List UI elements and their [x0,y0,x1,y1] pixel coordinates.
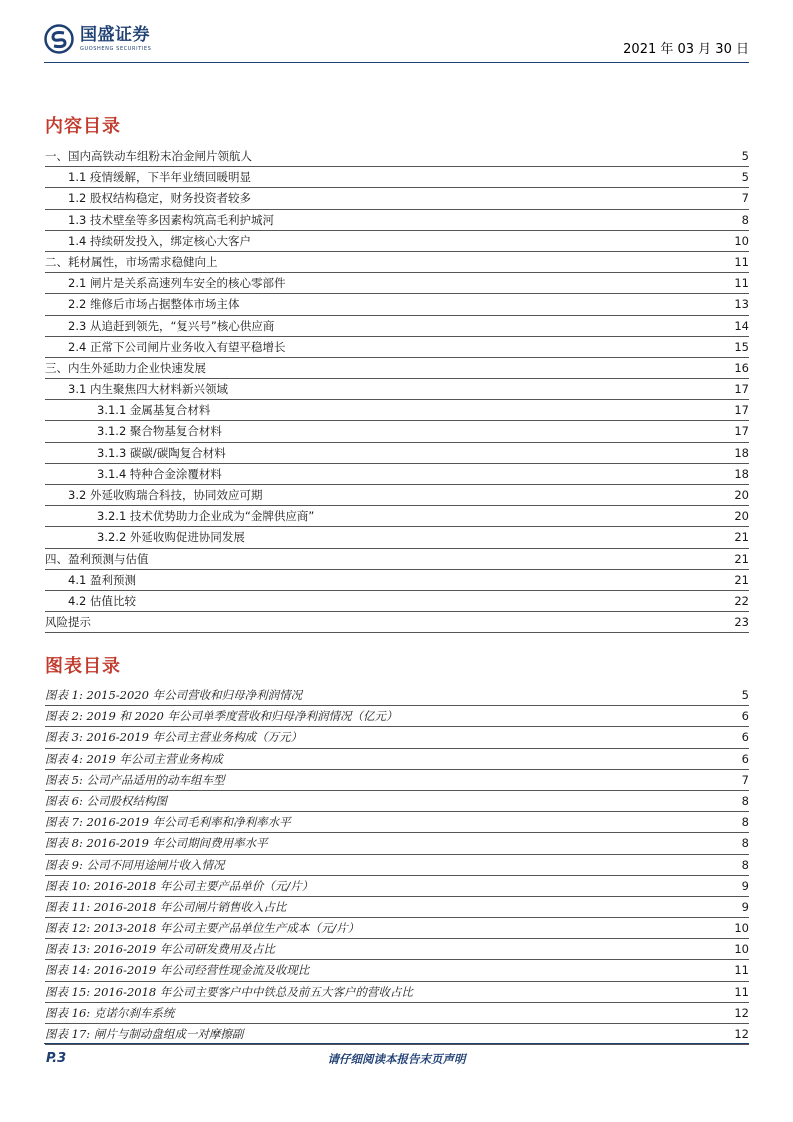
toc-entry-label: 4.2 估值比较 [68,593,136,608]
figure-entry-label: 图表 5: 公司产品适用的动车组车型 [45,772,225,787]
figure-entry[interactable] [45,791,749,812]
figure-entry[interactable] [45,812,749,833]
toc-entry[interactable] [45,400,749,421]
toc-entry-page: 7 [740,188,749,208]
toc-entry-page: 18 [732,443,749,463]
toc-entry[interactable] [45,210,749,231]
figure-entry-page: 12 [732,1024,749,1044]
toc-entry-label: 1.3 技术壁垒等多因素构筑高毛利护城河 [68,212,274,227]
page-footer [44,1043,749,1068]
toc-entry-label: 3.2.1 技术优势助力企业成为“金牌供应商” [97,509,315,524]
toc-entry[interactable] [45,358,749,379]
toc-entry-page: 11 [732,273,749,293]
toc-entry-page: 21 [732,549,749,569]
figure-entry-page: 7 [740,770,749,790]
toc-entry-page: 11 [732,252,749,272]
toc-entry[interactable] [45,612,749,633]
toc-entry-label: 三、内生外延助力企业快速发展 [45,360,206,375]
figure-entry-page: 10 [732,939,749,959]
toc-entry-page: 13 [732,294,749,314]
logo-emblem-icon [44,24,74,54]
figure-entry[interactable] [45,982,749,1003]
toc-entry-page: 10 [732,231,749,251]
toc-entry-page: 17 [732,379,749,399]
toc-entry-page: 21 [732,527,749,547]
figure-entry[interactable] [45,897,749,918]
toc-entry-page: 20 [732,506,749,526]
toc-entry-page: 20 [732,485,749,505]
figure-entry[interactable] [45,1024,749,1045]
figure-entry-page: 9 [740,897,749,917]
figure-entry-page: 6 [740,706,749,726]
toc-entry[interactable] [45,443,749,464]
figure-entry-label: 图表 11: 2016-2018 年公司闸片销售收入占比 [45,899,287,914]
figure-entry-label: 图表 16: 克诺尔刹车系统 [45,1005,175,1020]
toc-entry[interactable] [45,294,749,315]
figure-entry-page: 8 [740,833,749,853]
figure-entry-label: 图表 15: 2016-2018 年公司主要客户中中铁总及前五大客户的营收占比 [45,984,413,999]
figure-entry-label: 图表 17: 闸片与制动盘组成一对摩擦副 [45,1027,244,1041]
figure-entry[interactable] [45,706,749,727]
toc-entry[interactable] [45,273,749,294]
toc-entry-page: 21 [732,570,749,590]
toc-entry-label: 风险提示 [45,615,91,630]
figure-entry-label: 图表 9: 公司不同用途闸片收入情况 [45,857,225,872]
toc-entry-label: 3.1.4 特种合金涂覆材料 [97,466,222,481]
toc-entry-label: 二、耗材属性，市场需求稳健向上 [45,254,218,269]
table-of-contents [45,146,749,633]
figure-entry-page: 12 [732,1003,749,1023]
toc-entry[interactable] [45,379,749,400]
figure-entry-page: 6 [740,749,749,769]
toc-entry[interactable] [45,188,749,209]
figure-entry-page: 9 [740,876,749,896]
toc-entry-page: 8 [740,210,749,230]
toc-entry-label: 1.4 持续研发投入，绑定核心大客户 [68,233,251,248]
toc-entry[interactable] [45,591,749,612]
toc-entry-label: 3.1.3 碳碳/碳陶复合材料 [97,445,226,460]
figure-entry[interactable] [45,876,749,897]
figure-entry-page: 11 [732,960,749,980]
toc-entry-label: 1.1 疫情缓解，下半年业绩回暖明显 [68,170,251,185]
toc-entry[interactable] [45,485,749,506]
toc-entry-page: 16 [732,358,749,378]
figure-entry[interactable] [45,770,749,791]
toc-entry-label: 2.1 闸片是关系高速列车安全的核心零部件 [68,276,286,291]
page-number: P.3 [46,1051,67,1066]
disclaimer-note: 请仔细阅读本报告末页声明 [327,1052,466,1066]
toc-entry[interactable] [45,231,749,252]
toc-entry[interactable] [45,549,749,570]
figure-entry[interactable] [45,918,749,939]
toc-entry-page: 17 [732,400,749,420]
toc-entry-label: 2.2 维修后市场占据整体市场主体 [68,297,240,312]
toc-entry-label: 1.2 股权结构稳定，财务投资者较多 [68,191,251,206]
figure-entry[interactable] [45,727,749,748]
toc-entry-page: 5 [740,167,749,187]
toc-entry-page: 5 [740,146,749,166]
figure-list-title: 图表目录 [45,656,121,677]
toc-entry-label: 4.1 盈利预测 [68,572,136,587]
figure-entry[interactable] [45,685,749,706]
toc-entry[interactable] [45,506,749,527]
figure-entry-page: 8 [740,791,749,811]
toc-entry[interactable] [45,167,749,188]
toc-entry-label: 2.4 正常下公司闸片业务收入有望平稳增长 [68,339,286,354]
figure-entry[interactable] [45,833,749,854]
figure-entry-page: 11 [732,982,749,1002]
toc-entry-page: 14 [732,316,749,336]
toc-entry[interactable] [45,252,749,273]
toc-entry-page: 22 [732,591,749,611]
figure-entry[interactable] [45,1003,749,1024]
page-header [44,22,749,63]
company-logo [44,22,151,56]
toc-entry-label: 3.2 外延收购瑞合科技，协同效应可期 [68,488,263,502]
toc-entry-label: 一、国内高铁动车组粉末冶金闸片领航人 [45,149,252,163]
toc-entry-label: 3.1 内生聚焦四大材料新兴领域 [68,382,228,397]
figure-entry[interactable] [45,749,749,770]
figure-entry-label: 图表 6: 公司股权结构图 [45,793,168,808]
figure-entry-label: 图表 1: 2015-2020 年公司营收和归母净利润情况 [45,688,303,702]
figure-entry-label: 图表 3: 2016-2019 年公司主营业务构成（万元） [45,730,303,745]
toc-entry-label: 2.3 从追赶到领先，“复兴号”核心供应商 [68,318,275,333]
figure-entry-label: 图表 13: 2016-2019 年公司研发费用及占比 [45,942,275,957]
figure-list [45,685,749,1045]
figure-entry[interactable] [45,855,749,876]
toc-entry-label: 四、盈利预测与估值 [45,551,149,566]
toc-entry-label: 3.2.2 外延收购促进协同发展 [97,530,245,545]
toc-entry[interactable] [45,316,749,337]
toc-entry-page: 15 [732,337,749,357]
figure-entry-page: 6 [740,727,749,747]
figure-entry-label: 图表 12: 2013-2018 年公司主要产品单位生产成本（元/片） [45,921,360,936]
toc-entry[interactable] [45,570,749,591]
report-date: 2021 年 03 月 30 日 [623,42,749,57]
figure-entry-label: 图表 4: 2019 年公司主营业务构成 [45,751,223,766]
figure-entry-label: 图表 2: 2019 和 2020 年公司单季度营收和归母净利润情况（亿元） [45,709,398,724]
figure-entry-label: 图表 14: 2016-2019 年公司经营性现金流及收现比 [45,963,310,978]
figure-entry-page: 5 [740,685,749,705]
toc-entry[interactable] [45,421,749,442]
figure-entry-page: 10 [732,918,749,938]
logo-subtitle: GUOSHENG SECURITIES [80,45,152,52]
toc-entry[interactable] [45,464,749,485]
figure-entry-label: 图表 10: 2016-2018 年公司主要产品单价（元/片） [45,878,314,893]
toc-entry[interactable] [45,146,749,167]
toc-entry-page: 17 [732,421,749,441]
figure-entry-label: 图表 8: 2016-2019 年公司期间费用率水平 [45,836,268,851]
toc-entry[interactable] [45,527,749,548]
figure-entry-label: 图表 7: 2016-2019 年公司毛利率和净利率水平 [45,815,291,830]
toc-entry-label: 3.1.1 金属基复合材料 [97,403,211,418]
toc-entry[interactable] [45,337,749,358]
figure-entry-page: 8 [740,855,749,875]
toc-title: 内容目录 [45,116,121,137]
figure-entry[interactable] [45,960,749,981]
toc-entry-label: 3.1.2 聚合物基复合材料 [97,424,222,439]
toc-entry-page: 18 [732,464,749,484]
logo-name: 国盛证券 [80,24,150,45]
figure-entry-page: 8 [740,812,749,832]
figure-entry[interactable] [45,939,749,960]
toc-entry-page: 23 [732,612,749,632]
